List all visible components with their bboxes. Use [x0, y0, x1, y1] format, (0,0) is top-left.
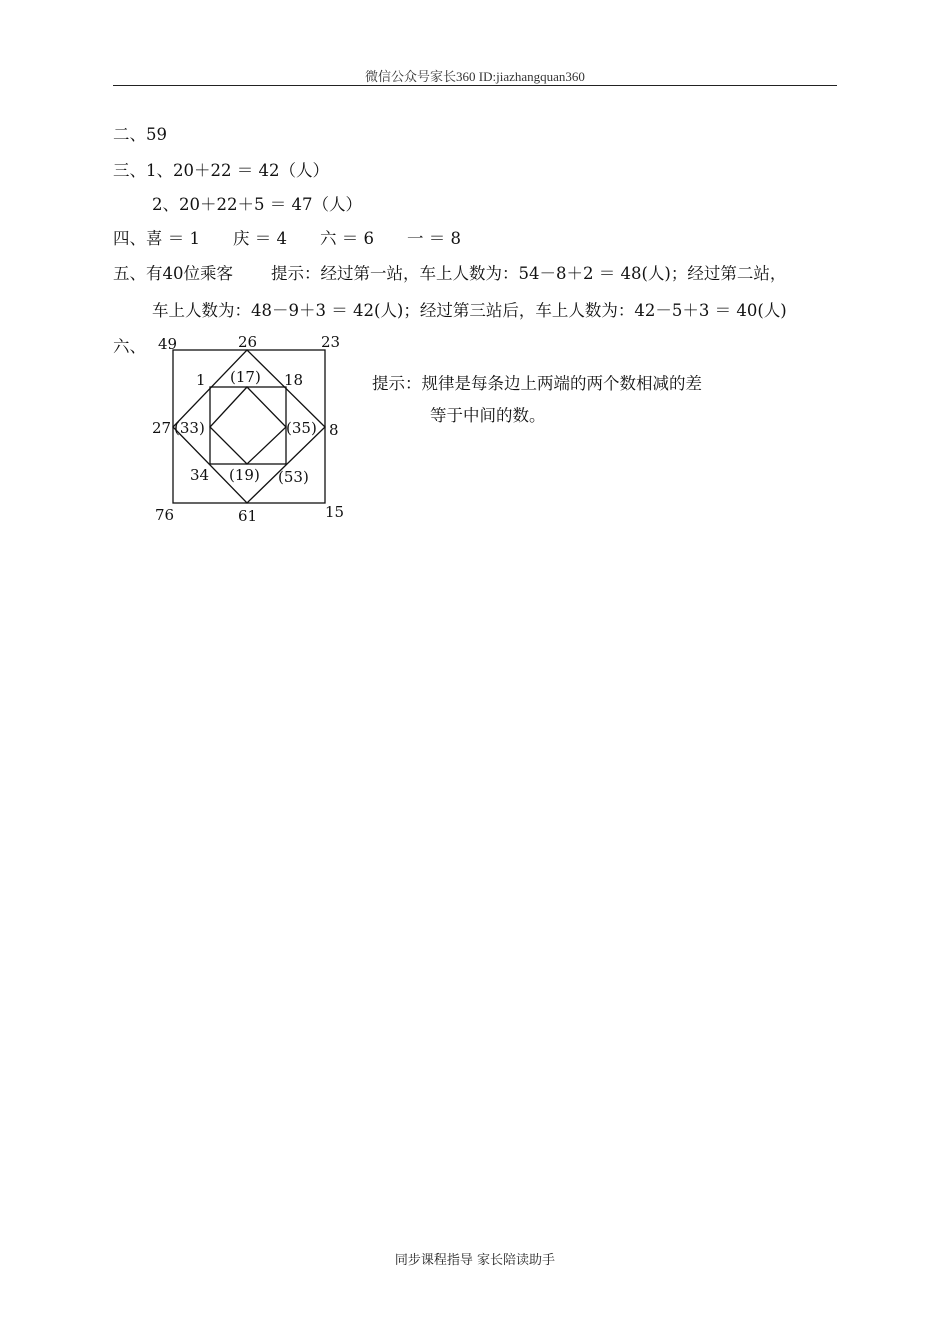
answer-q5-hint: 提示：经过第一站，车上人数为：54－8＋2 ＝ 48(人)；经过第二站，	[271, 264, 787, 283]
num-in-tl: 1	[196, 371, 206, 389]
answer-q4: 四、喜 ＝ 1 庆 ＝ 4 六 ＝ 6 一 ＝ 8	[113, 229, 461, 248]
puzzle-hint-line1: 提示：规律是每条边上两端的两个数相减的差	[372, 374, 702, 393]
num-left: 27	[152, 419, 172, 437]
puzzle-hint-line2: 等于中间的数。	[430, 406, 546, 425]
num-in-tr: 18	[284, 371, 304, 389]
num-in-br: (53)	[278, 468, 309, 486]
answer-q5	[113, 263, 786, 285]
number-square-puzzle	[150, 333, 355, 528]
num-in-bl: 34	[190, 466, 210, 484]
answer-q6-label: 六、	[113, 337, 146, 356]
num-in-left: (33)	[174, 419, 205, 437]
answer-q3-2: 2、20＋22＋5 ＝ 47（人）	[152, 195, 362, 214]
num-right: 8	[329, 421, 339, 439]
num-br: 15	[325, 503, 345, 521]
answer-q2: 二、59	[113, 125, 167, 144]
num-in-bottom: (19)	[229, 466, 260, 484]
page-footer: 同步课程指导 家长陪读助手	[394, 1253, 556, 1268]
num-tl: 49	[158, 335, 178, 353]
inner-square	[210, 387, 286, 464]
num-top: 26	[238, 333, 258, 351]
num-bl: 76	[155, 506, 175, 524]
answer-q5-result: 五、有40位乘客	[113, 264, 233, 283]
num-in-right: (35)	[286, 419, 317, 437]
puzzle-hint	[372, 368, 702, 432]
inner-diamond	[210, 387, 286, 464]
num-in-top: (17)	[230, 368, 261, 386]
answer-q5-hint-cont: 车上人数为：48－9＋3 ＝ 42(人)；经过第三站后，车上人数为：42－5＋3 ＝ 40(人)	[152, 301, 787, 320]
answer-q3-1: 三、1、20＋22 ＝ 42（人）	[113, 161, 329, 180]
num-tr: 23	[321, 333, 341, 351]
header-rule	[113, 85, 837, 86]
num-bottom: 61	[238, 507, 258, 525]
page-header: 微信公众号家长360 ID:jiazhangquan360	[365, 69, 585, 84]
